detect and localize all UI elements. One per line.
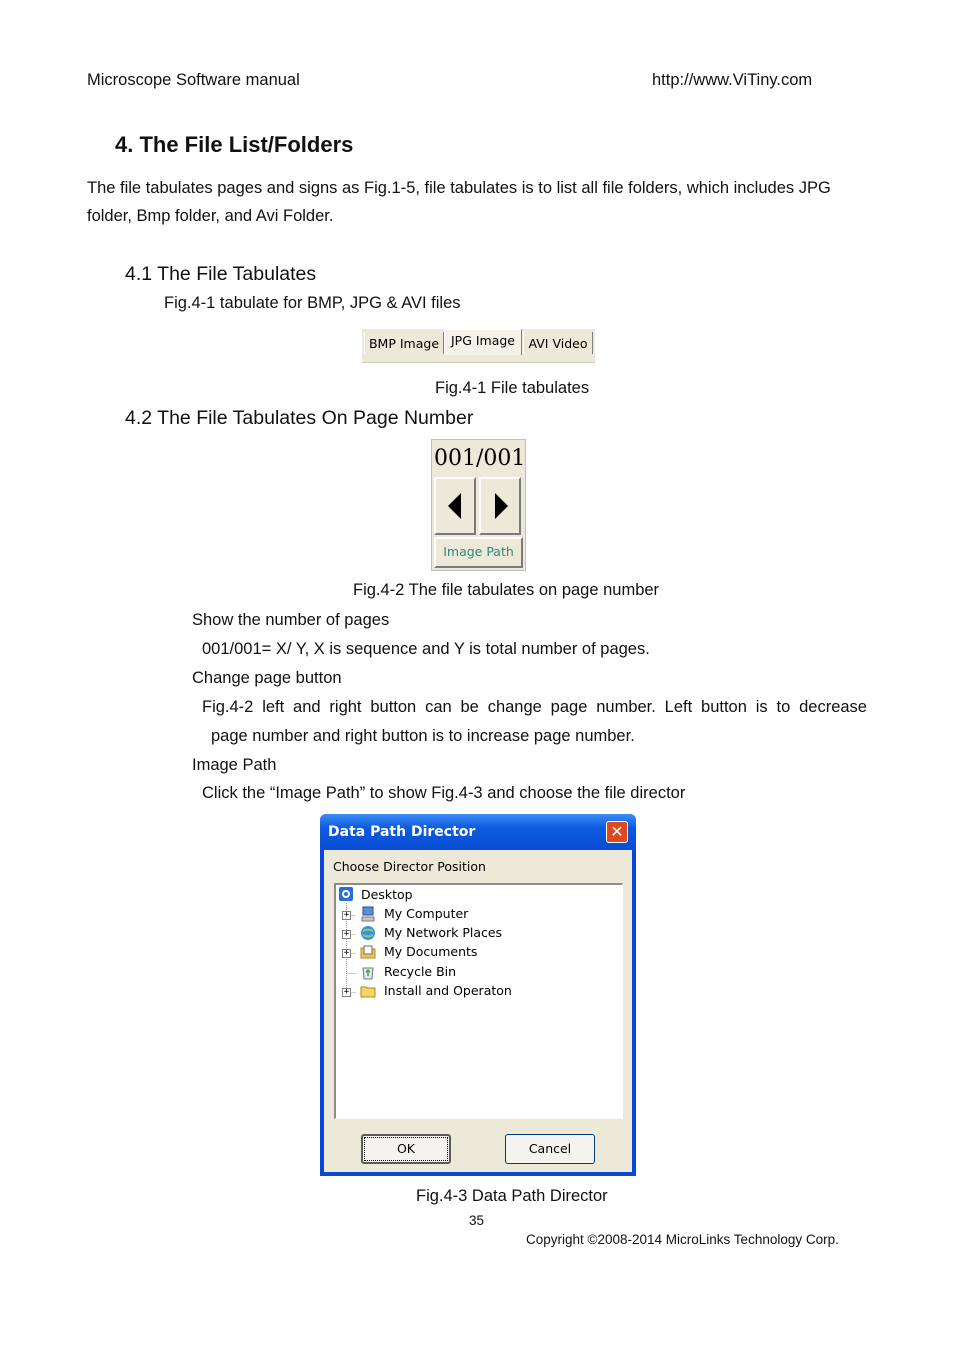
tree-label-recycle-bin: Recycle Bin: [384, 964, 457, 979]
previous-page-button[interactable]: [434, 477, 476, 535]
choose-director-label: Choose Director Position: [333, 859, 486, 874]
show-pages-title: Show the number of pages: [192, 611, 390, 629]
image-path-title: Image Path: [192, 756, 277, 774]
desktop-icon: [338, 886, 354, 902]
tab-bmp-image[interactable]: BMP Image: [364, 332, 444, 354]
expand-icon[interactable]: +: [343, 987, 350, 997]
folder-icon: [360, 983, 376, 999]
tab-avi-video[interactable]: AVI Video: [523, 332, 593, 354]
subsection-4-2-title: 4.2 The File Tabulates On Page Number: [125, 407, 474, 429]
folder-tree[interactable]: [334, 883, 623, 1119]
tree-label-desktop: Desktop: [361, 887, 413, 902]
dialog-titlebar[interactable]: [320, 814, 636, 850]
show-pages-desc: 001/001= X/ Y, X is sequence and Y is total number of pages.: [202, 640, 650, 658]
copyright: Copyright ©2008-2014 MicroLinks Technology Corp.: [526, 1232, 839, 1247]
cancel-button[interactable]: Cancel: [505, 1134, 595, 1164]
tree-label-my-computer: My Computer: [384, 906, 469, 921]
image-path-desc: Click the “Image Path” to show Fig.4-3 and choose the file director: [202, 784, 686, 802]
file-tabs: [362, 329, 595, 363]
recycle-bin-icon: [360, 964, 376, 980]
section-title: 4. The File List/Folders: [115, 132, 354, 157]
arrow-right-icon: [481, 479, 519, 533]
page-number-display: 001/001: [434, 446, 526, 471]
change-page-desc-1: Fig.4-2 left and right button can be change page number. Left button is to decrease: [202, 698, 867, 716]
expand-icon[interactable]: +: [343, 910, 350, 920]
expand-icon[interactable]: +: [343, 948, 350, 958]
tree-label-install-and-operaton: Install and Operaton: [384, 983, 512, 998]
change-page-title: Change page button: [192, 669, 342, 687]
documents-folder-icon: [360, 944, 376, 960]
image-path-button[interactable]: Image Path: [434, 537, 523, 568]
close-button[interactable]: [606, 821, 628, 843]
intro-line-1: The file tabulates pages and signs as Fig.1-5, file tabulates is to list all file folders, which includes JPG: [87, 179, 831, 197]
tree-label-my-documents: My Documents: [384, 944, 478, 959]
header-url: http://www.ViTiny.com: [652, 71, 813, 89]
dialog-title: Data Path Director: [328, 824, 476, 840]
arrow-left-icon: [436, 479, 474, 533]
header-left: Microscope Software manual: [87, 71, 300, 89]
tab-jpg-image[interactable]: JPG Image: [444, 329, 522, 355]
expand-icon[interactable]: +: [343, 929, 350, 939]
data-path-director-dialog: [320, 814, 636, 1176]
change-page-desc-2: page number and right button is to increase page number.: [211, 727, 635, 745]
page-number-widget: [431, 439, 526, 571]
next-page-button[interactable]: [479, 477, 521, 535]
subsection-4-1-desc: Fig.4-1 tabulate for BMP, JPG & AVI files: [164, 294, 461, 312]
page-number: 35: [469, 1213, 485, 1228]
dialog-body: [324, 850, 632, 1172]
ok-button[interactable]: OK: [361, 1134, 451, 1164]
network-icon: [360, 925, 376, 941]
close-icon: ✕: [610, 822, 624, 841]
subsection-4-1-title: 4.1 The File Tabulates: [125, 263, 317, 285]
fig-4-2-caption: Fig.4-2 The file tabulates on page number: [353, 581, 660, 599]
tree-label-my-network-places: My Network Places: [384, 925, 503, 940]
computer-icon: [360, 906, 376, 922]
intro-line-2: folder, Bmp folder, and Avi Folder.: [87, 207, 334, 225]
fig-4-1-caption: Fig.4-1 File tabulates: [435, 379, 590, 397]
fig-4-3-caption: Fig.4-3 Data Path Director: [416, 1187, 608, 1205]
